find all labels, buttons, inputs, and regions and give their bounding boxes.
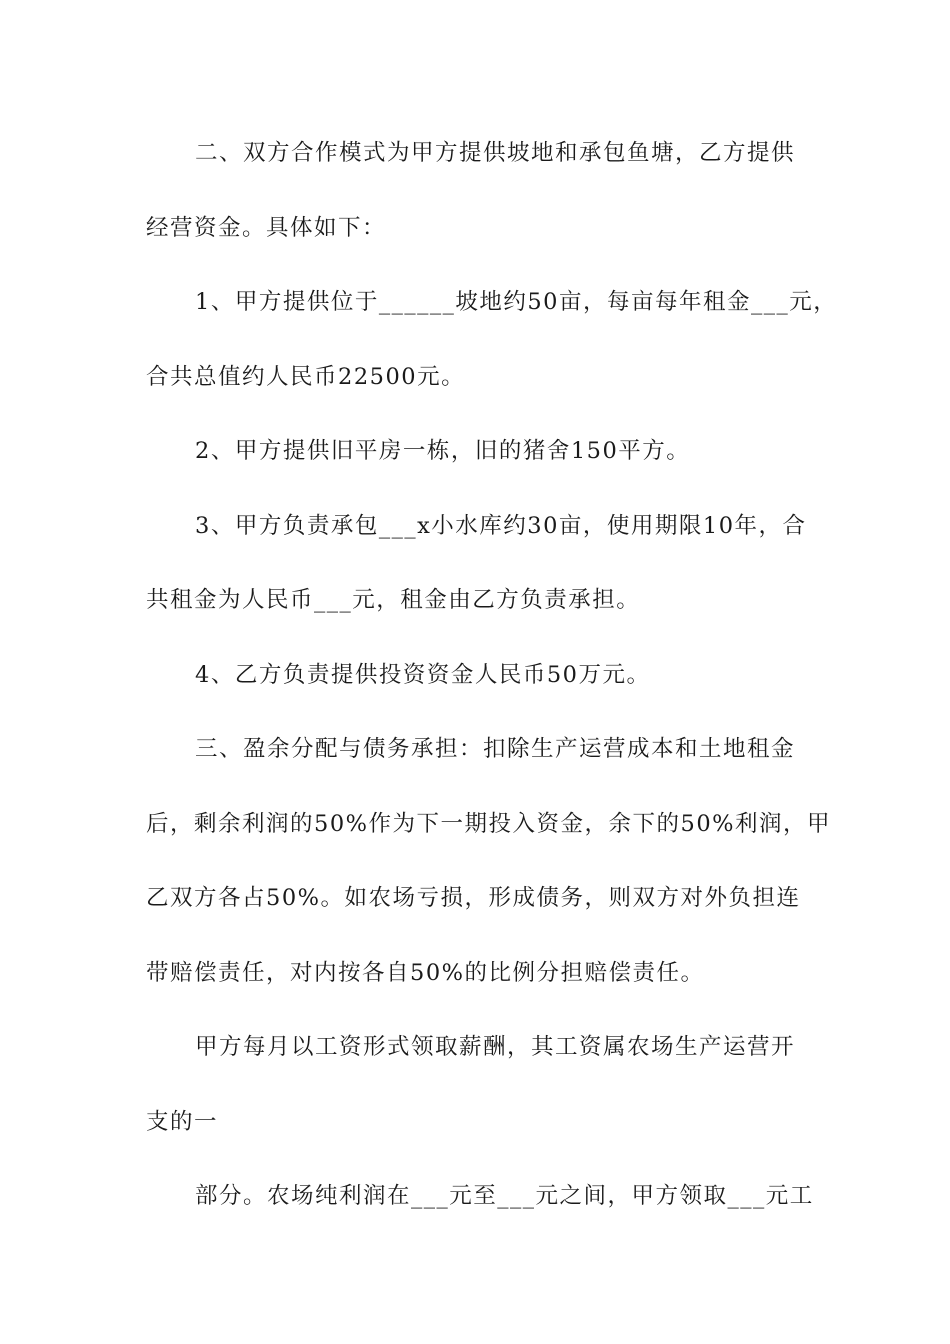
paragraph-4-line-2: 支的一: [146, 1109, 219, 1135]
item-2-line-1: 2、甲方提供旧平房一栋，旧的猪舍150平方。: [195, 438, 691, 464]
item-1-line-1: 1、甲方提供位于______坡地约50亩，每亩每年租金___元，: [195, 289, 838, 315]
item-4-line-1: 4、乙方负责提供投资资金人民币50万元。: [195, 662, 651, 688]
paragraph-3-line-4: 带赔偿责任，对内按各自50%的比例分担赔偿责任。: [146, 960, 705, 986]
item-3-line-2: 共租金为人民币___元，租金由乙方负责承担。: [146, 587, 641, 613]
paragraph-2-line-2: 经营资金。具体如下：: [146, 215, 387, 241]
item-1-line-2: 合共总值约人民币22500元。: [146, 364, 466, 390]
paragraph-3-line-1: 三、盈余分配与债务承担：扣除生产运营成本和土地租金: [195, 736, 796, 762]
item-3-line-1: 3、甲方负责承包___x小水库约30亩，使用期限10年，合: [195, 513, 807, 539]
paragraph-3-line-2: 后，剩余利润的50%作为下一期投入资金，余下的50%利润，甲: [146, 811, 832, 837]
paragraph-4-line-1: 甲方每月以工资形式领取薪酬，其工资属农场生产运营开: [195, 1034, 796, 1060]
paragraph-3-line-3: 乙双方各占50%。如农场亏损，形成债务，则双方对外负担连: [146, 885, 801, 911]
paragraph-5-line-1: 部分。农场纯利润在___元至___元之间，甲方领取___元工: [195, 1183, 814, 1209]
paragraph-2-line-1: 二、双方合作模式为甲方提供坡地和承包鱼塘，乙方提供: [195, 140, 796, 166]
